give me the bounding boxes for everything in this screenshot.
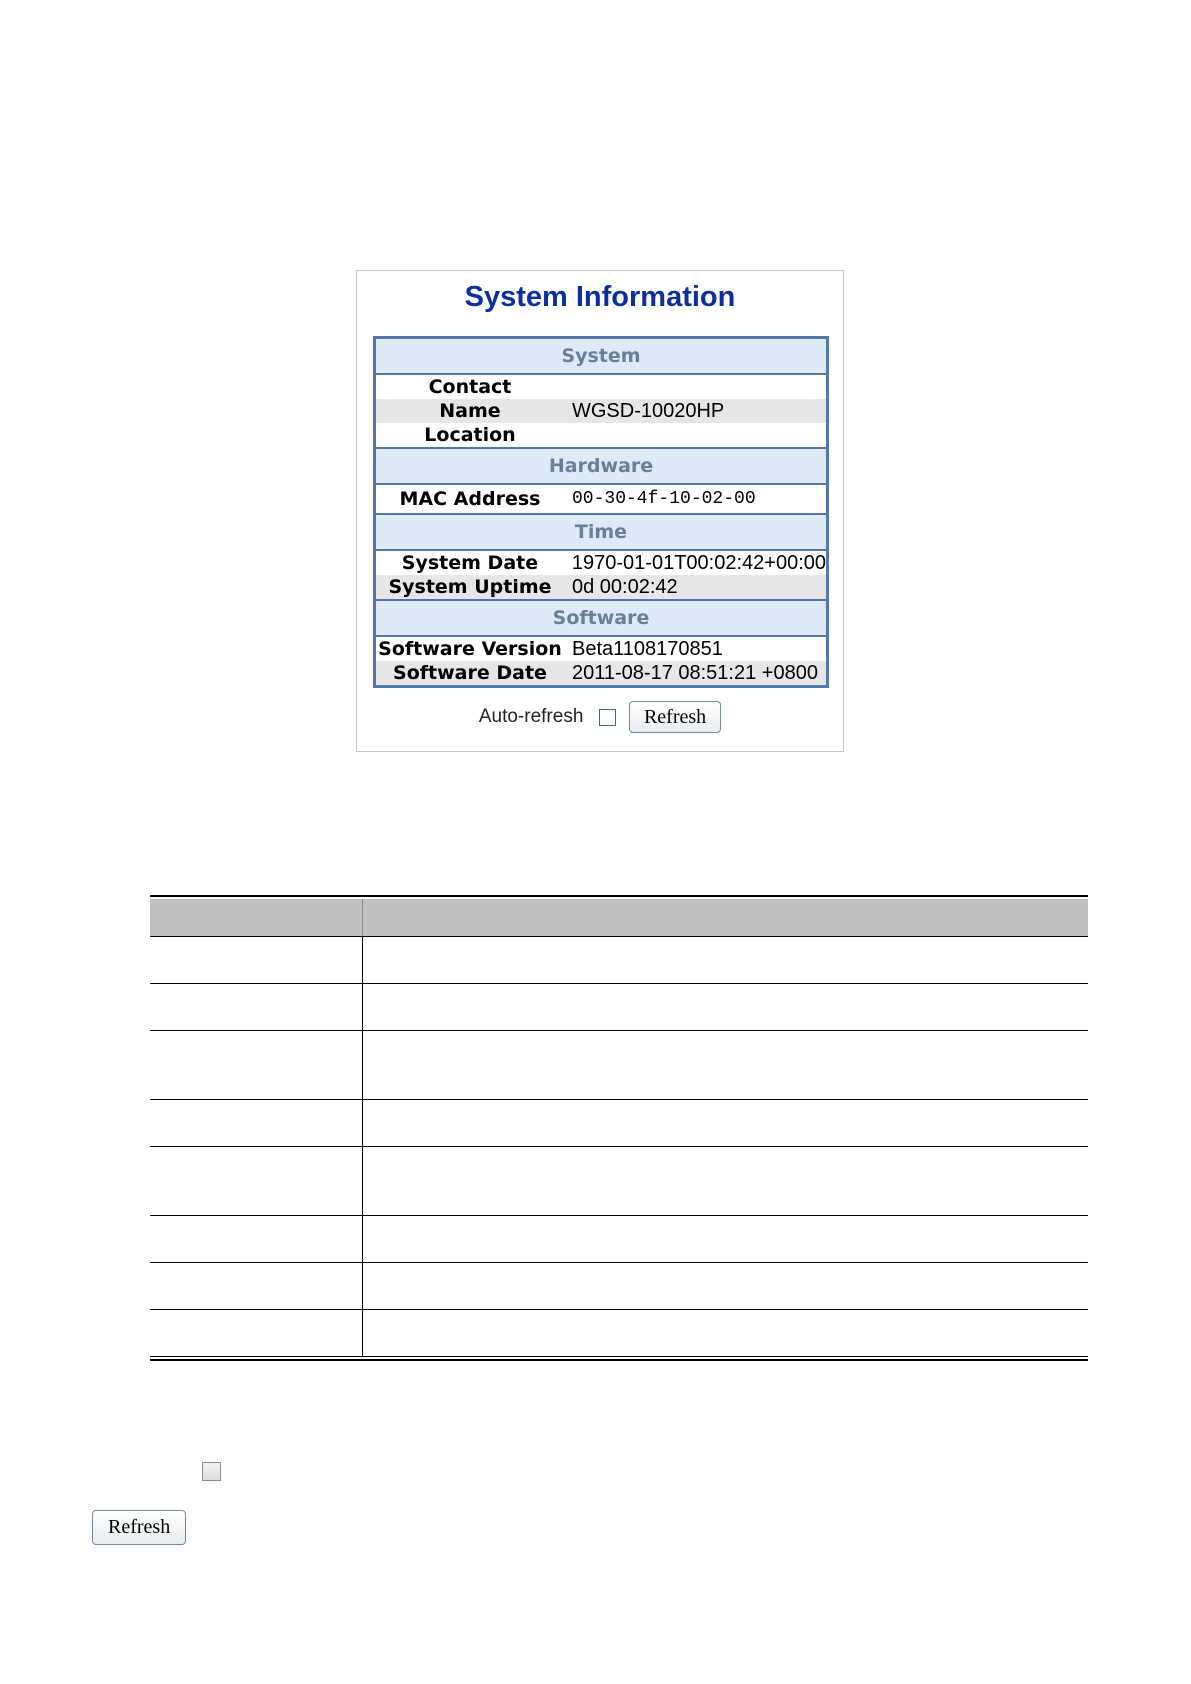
table-cell-description	[363, 1147, 1088, 1215]
table-row	[150, 1099, 1088, 1146]
row-system-date	[376, 551, 826, 575]
table-cell-object	[150, 1031, 363, 1099]
software-date-value: 2011-08-17 08:51:21 +0800	[572, 662, 818, 684]
table-cell-description	[363, 1216, 1088, 1262]
section-header-system: System	[376, 339, 826, 375]
table-cell-object	[150, 1147, 363, 1215]
table-row	[150, 983, 1088, 1030]
table-cell-description	[363, 1310, 1088, 1356]
section-header-hardware: Hardware	[376, 447, 826, 485]
row-contact	[376, 375, 826, 399]
row-mac-address	[376, 485, 826, 513]
refresh-controls	[357, 701, 843, 733]
software-version-value: Beta1108170851	[572, 638, 723, 660]
location-value	[564, 423, 826, 447]
system-information-panel	[356, 270, 844, 752]
table-cell-description	[363, 1263, 1088, 1309]
table-cell-object	[150, 1263, 363, 1309]
table-cell-description	[363, 937, 1088, 983]
table-cell-object	[150, 937, 363, 983]
table-row	[150, 1030, 1088, 1099]
table-header-row	[150, 899, 1088, 936]
table-row	[150, 1262, 1088, 1309]
auto-refresh-checkbox-standalone[interactable]	[202, 1462, 221, 1481]
row-system-uptime	[376, 575, 826, 599]
refresh-button[interactable]: Refresh	[629, 701, 721, 733]
table-body	[150, 936, 1088, 1357]
section-header-software: Software	[376, 599, 826, 637]
auto-refresh-checkbox[interactable]	[599, 709, 616, 726]
table-cell-description	[363, 984, 1088, 1030]
system-date-label: System Date	[401, 552, 539, 574]
system-uptime-label: System Uptime	[388, 576, 552, 598]
refresh-button-standalone[interactable]: Refresh	[92, 1510, 186, 1545]
table-row	[150, 1309, 1088, 1356]
row-software-version	[376, 637, 826, 661]
name-label: Name	[439, 400, 501, 422]
row-location	[376, 423, 826, 447]
system-info-table	[373, 336, 829, 688]
row-software-date	[376, 661, 826, 685]
mac-address-label: MAC Address	[399, 488, 541, 510]
table-cell-object	[150, 1310, 363, 1356]
description-table	[150, 895, 1088, 1361]
software-version-label: Software Version	[378, 638, 562, 660]
contact-label: Contact	[428, 376, 512, 398]
table-cell-object	[150, 1216, 363, 1262]
row-name	[376, 399, 826, 423]
section-header-time: Time	[376, 513, 826, 551]
table-cell-object	[150, 984, 363, 1030]
system-uptime-value: 0d 00:02:42	[572, 576, 678, 598]
table-cell-description	[363, 1100, 1088, 1146]
header-cell-object	[150, 899, 363, 936]
auto-refresh-label: Auto-refresh	[478, 706, 584, 727]
table-row	[150, 936, 1088, 983]
mac-address-value: 00-30-4f-10-02-00	[572, 489, 756, 509]
table-cell-description	[363, 1031, 1088, 1099]
contact-value	[564, 375, 826, 399]
system-date-value: 1970-01-01T00:02:42+00:00	[571, 552, 826, 574]
table-row	[150, 1215, 1088, 1262]
table-cell-object	[150, 1100, 363, 1146]
panel-title: System Information	[464, 281, 736, 313]
software-date-label: Software Date	[393, 662, 547, 684]
table-row	[150, 1146, 1088, 1215]
table-bottom-rule	[150, 1359, 1088, 1361]
name-value: WGSD-10020HP	[572, 400, 725, 422]
location-label: Location	[424, 424, 516, 446]
